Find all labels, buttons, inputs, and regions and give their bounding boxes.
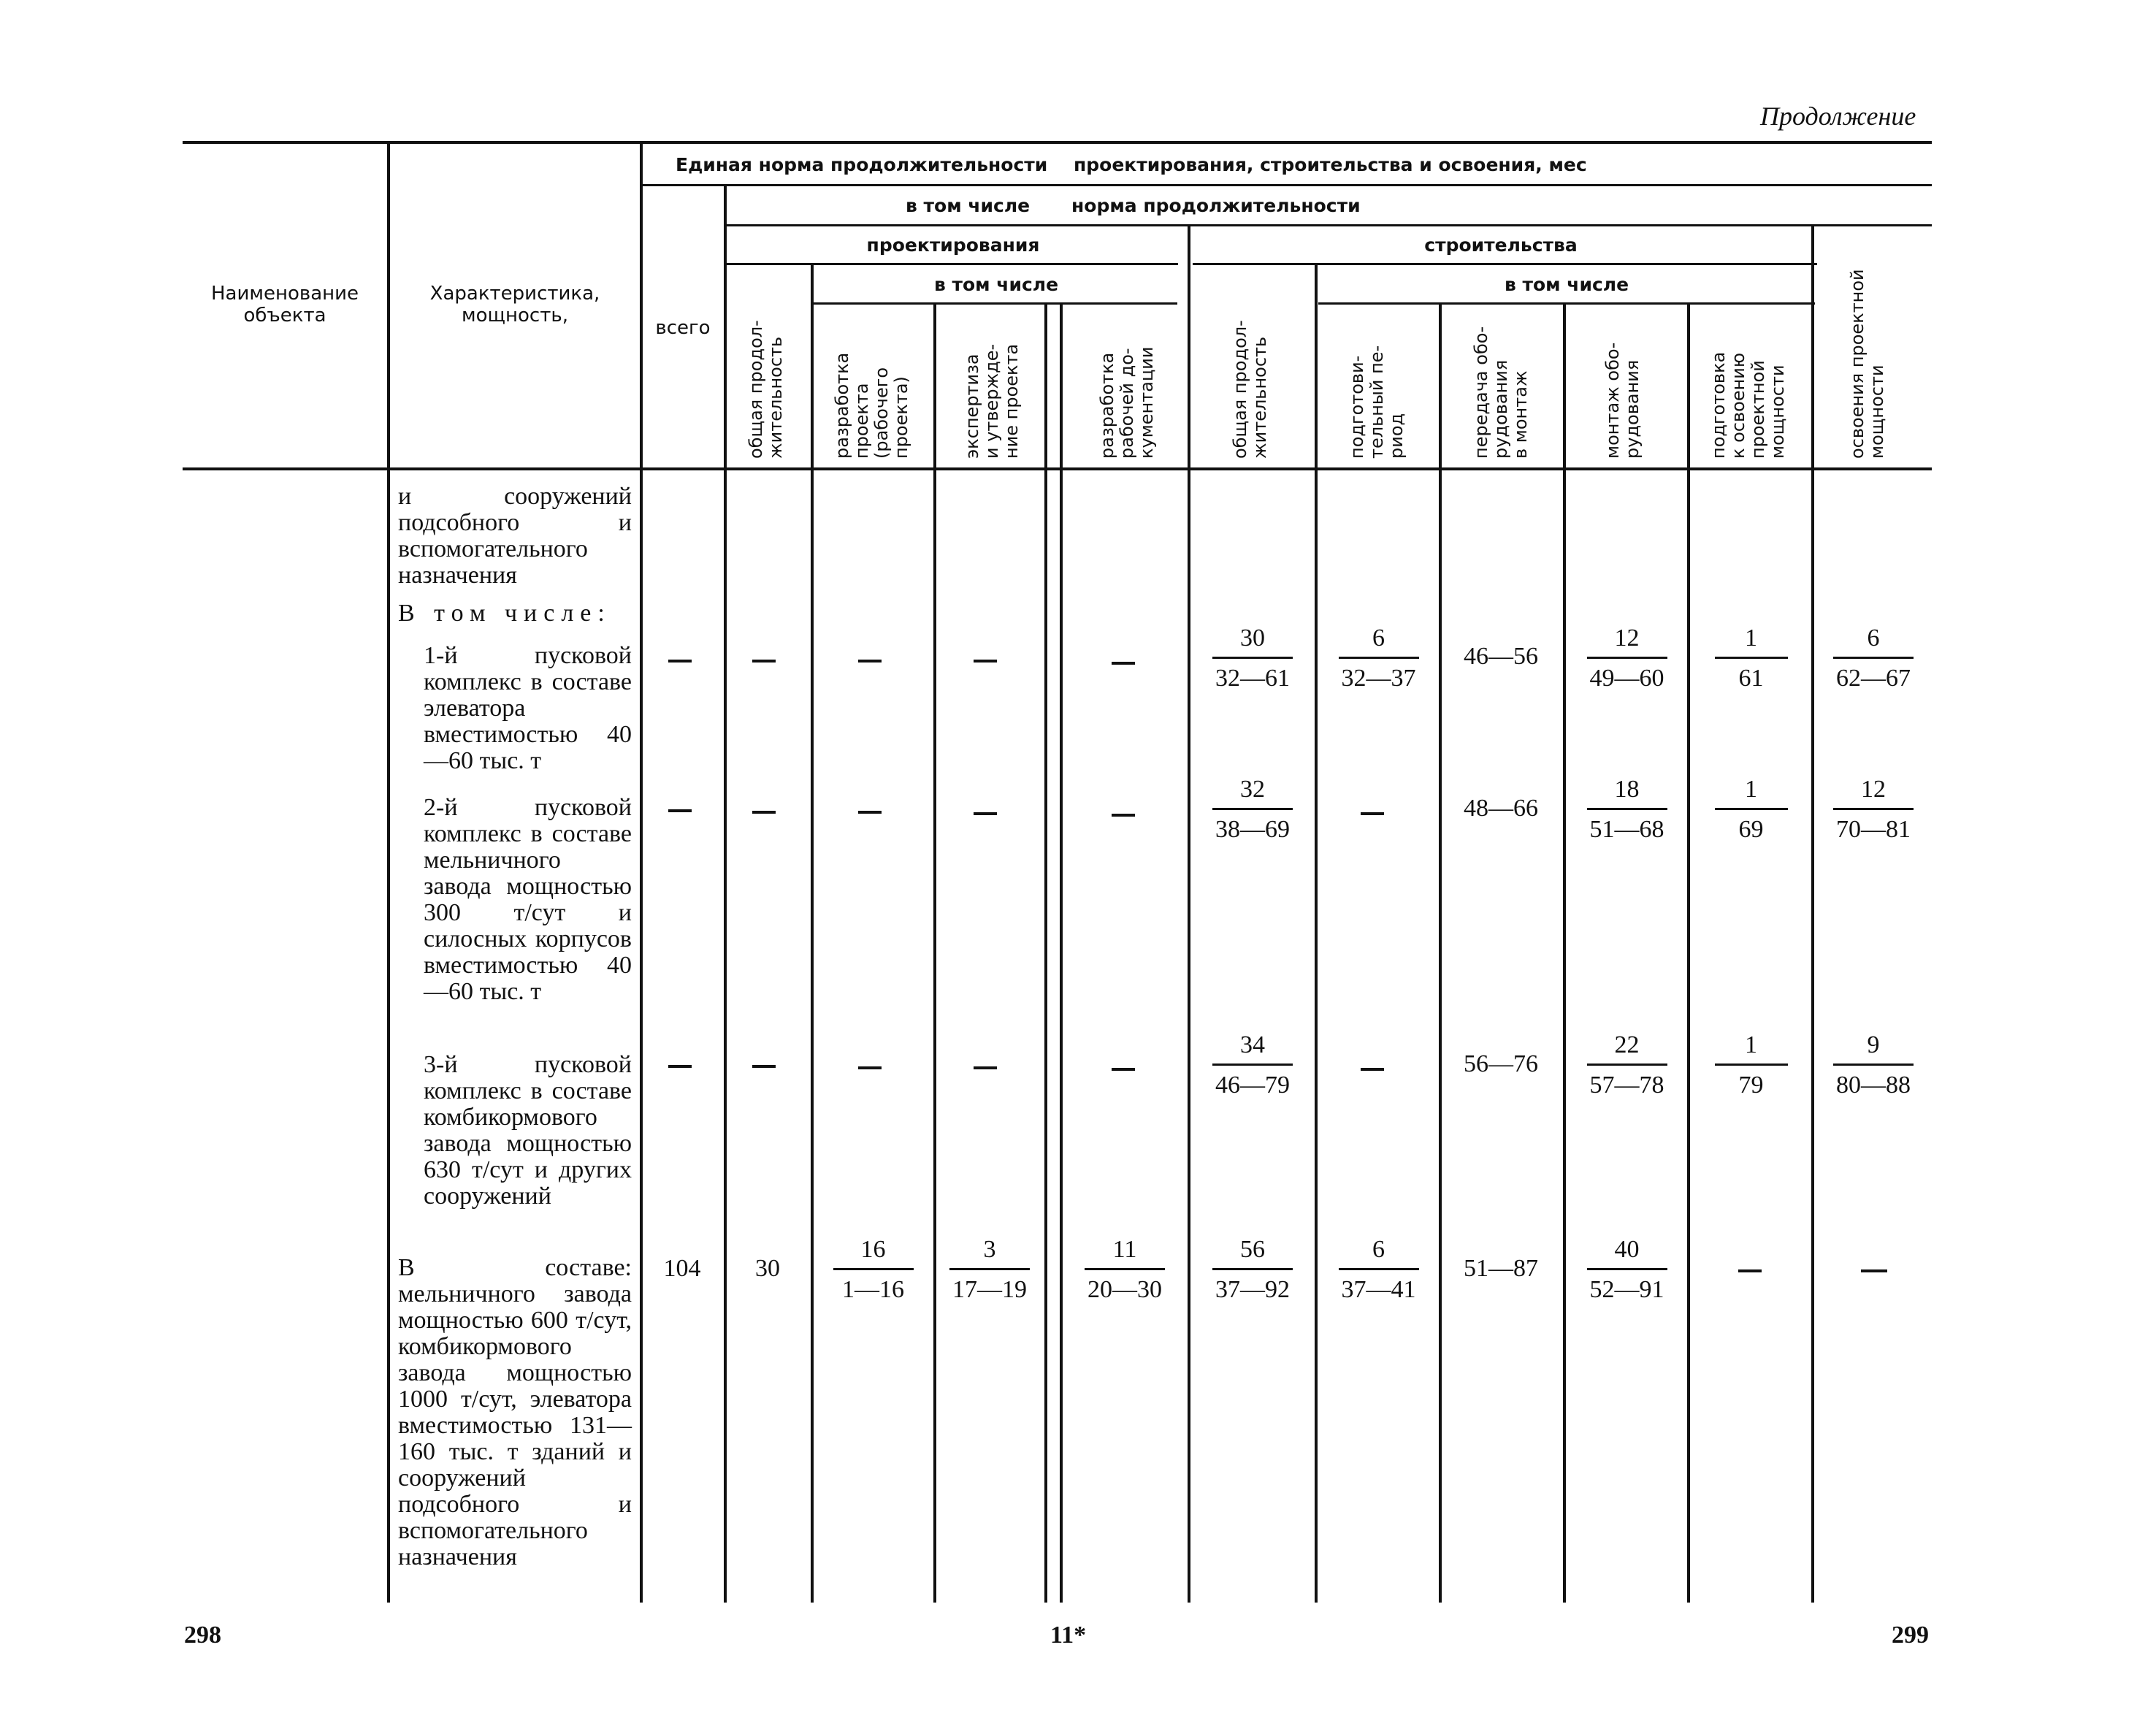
vline-body-6	[1044, 470, 1047, 1603]
table-top-rule	[183, 141, 1932, 144]
header-rule-design-incl	[812, 302, 1177, 305]
vline-header-12	[1811, 226, 1814, 469]
row-incl-text: В том числе:	[398, 600, 611, 627]
header-construction: строительства	[1424, 234, 1578, 256]
row-1-constr-equip: 46—56	[1464, 643, 1538, 670]
row-2-text: 2-й пусковой комплекс в составе мельничного завода мощностью 300 т/сут и силосных корпусов вместимостью 40—60 тыс. т	[424, 794, 632, 1005]
row-3-design-work-dash	[1112, 1068, 1135, 1071]
vline-body-4	[811, 470, 814, 1603]
header-unified-right: проектирования, строительства и освоения, мес	[1074, 154, 1587, 175]
row-1-text: 1-й пусковой комплекс в составе элеватора вместимостью 40—60 тыс. т	[424, 642, 632, 774]
header-incl-left: в том числе	[906, 195, 1031, 216]
row-4-mastering-dash	[1861, 1269, 1887, 1272]
header-object-name: Наименование объекта	[210, 283, 359, 327]
vline-body-5	[933, 470, 936, 1603]
row-1-constr-total: 30 32—61	[1198, 625, 1307, 692]
row-2-constr-mount: 18 51—68	[1570, 776, 1683, 844]
row-3-total-dash	[668, 1065, 692, 1068]
row-2-constr-prep-dash	[1361, 812, 1384, 815]
row-4-constr-prep: 6 37—41	[1322, 1236, 1435, 1304]
vline-header-6b	[1060, 305, 1063, 469]
vline-body-6b	[1060, 470, 1063, 1603]
vline-header-8	[1315, 265, 1318, 469]
row-1-constr-prep: 6 32—37	[1322, 625, 1435, 692]
row-3-constr-prep-dash	[1361, 1068, 1384, 1071]
header-rule-construction	[1193, 263, 1817, 265]
header-rule-1	[641, 184, 1932, 186]
row-4-design-dev: 16 1—16	[817, 1236, 930, 1304]
vline-header-5	[933, 305, 936, 469]
header-constr-incl: в том числе	[1504, 274, 1629, 295]
header-design: проектирования	[866, 234, 1040, 256]
row-3-constr-equip: 56—76	[1464, 1050, 1538, 1077]
page-number-center: 11*	[1050, 1622, 1087, 1649]
row-2-design-work-dash	[1112, 814, 1135, 817]
header-characteristic: Характеристика, мощность,	[429, 283, 600, 327]
row-4-constr-total: 56 37—92	[1198, 1236, 1307, 1304]
vline-body-7	[1188, 470, 1190, 1603]
header-rule-design	[725, 263, 1178, 265]
row-3-design-total-dash	[752, 1065, 776, 1068]
page-number-right: 299	[1892, 1622, 1929, 1649]
row-1-mastering: 6 62—67	[1819, 625, 1928, 692]
vline-body-11	[1687, 470, 1690, 1603]
vline-body-10	[1563, 470, 1566, 1603]
row-1-design-exp-dash	[974, 660, 997, 662]
header-bottom-rule	[183, 467, 1932, 470]
row-3-mastering: 9 80—88	[1819, 1031, 1928, 1099]
row-2-total-dash	[668, 809, 692, 812]
row-1-design-total-dash	[752, 660, 776, 662]
row-2-constr-total: 32 38—69	[1198, 776, 1307, 844]
vline-body-8	[1315, 470, 1318, 1603]
header-total: всего	[655, 317, 711, 339]
row-4-constr-mount: 40 52—91	[1570, 1236, 1683, 1304]
vline-header-11	[1687, 305, 1690, 469]
header-rule-2	[725, 224, 1932, 226]
row-3-design-dev-dash	[858, 1066, 882, 1069]
vline-header-9	[1439, 305, 1442, 469]
continuation-label: Продолжение	[1760, 102, 1916, 131]
vline-header-7	[1188, 226, 1190, 469]
row-4-design-work: 11 20—30	[1066, 1236, 1183, 1304]
row-4-design-total: 30	[755, 1255, 780, 1282]
row-1-design-dev-dash	[858, 660, 882, 662]
vline-body-3	[724, 470, 727, 1603]
header-incl-right: норма продолжительности	[1071, 195, 1361, 216]
row-3-text: 3-й пусковой комплекс в составе комбикормового завода мощностью 630 т/сут и других сооружений	[424, 1051, 632, 1210]
row-4-text: В составе: мельничного завода мощностью 600 т/сут, комбикормового завода мощностью 1000 т/сут, элеватора вместимостью 131—160 тыс. т зданий и сооружений подсобного и вспомогательного назначения	[398, 1254, 632, 1570]
row-2-design-dev-dash	[858, 811, 882, 814]
header-design-incl: в том числе	[933, 274, 1059, 295]
row-2-design-exp-dash	[974, 812, 997, 815]
row-3-constr-total: 34 46—79	[1198, 1031, 1307, 1099]
vline-body-1	[387, 470, 390, 1603]
row-3-constr-ready: 1 79	[1694, 1031, 1808, 1099]
row-2-constr-ready: 1 69	[1694, 776, 1808, 844]
vline-body-12	[1811, 470, 1814, 1603]
row-4-total: 104	[663, 1255, 701, 1282]
header-unified-left: Единая норма продолжительности	[676, 154, 1048, 175]
row-4-constr-ready-dash	[1738, 1269, 1762, 1272]
page-number-left: 298	[184, 1622, 221, 1649]
row-2-design-total-dash	[752, 811, 776, 814]
vline-header-3	[724, 186, 727, 469]
header-rule-constr-incl	[1318, 302, 1815, 305]
row-4-design-exp: 3 17—19	[939, 1236, 1041, 1304]
vline-header-10	[1563, 305, 1566, 469]
vline-header-6	[1044, 305, 1047, 469]
vline-header-2	[640, 144, 643, 469]
row-2-mastering: 12 70—81	[1819, 776, 1928, 844]
row-1-constr-mount: 12 49—60	[1570, 625, 1683, 692]
row-2-constr-equip: 48—66	[1464, 795, 1538, 822]
row-1-design-work-dash	[1112, 662, 1135, 665]
vline-header-4	[811, 265, 814, 469]
vline-body-2	[640, 470, 643, 1603]
row-1-total-dash	[668, 660, 692, 662]
vline-header-1	[387, 144, 390, 469]
row-1-constr-ready: 1 61	[1694, 625, 1808, 692]
vline-body-9	[1439, 470, 1442, 1603]
row-4-constr-equip: 51—87	[1464, 1255, 1538, 1282]
row-3-constr-mount: 22 57—78	[1570, 1031, 1683, 1099]
row-3-design-exp-dash	[974, 1066, 997, 1069]
row-intro-text: и сооружений подсобного и вспомогательного назначения	[398, 483, 632, 589]
